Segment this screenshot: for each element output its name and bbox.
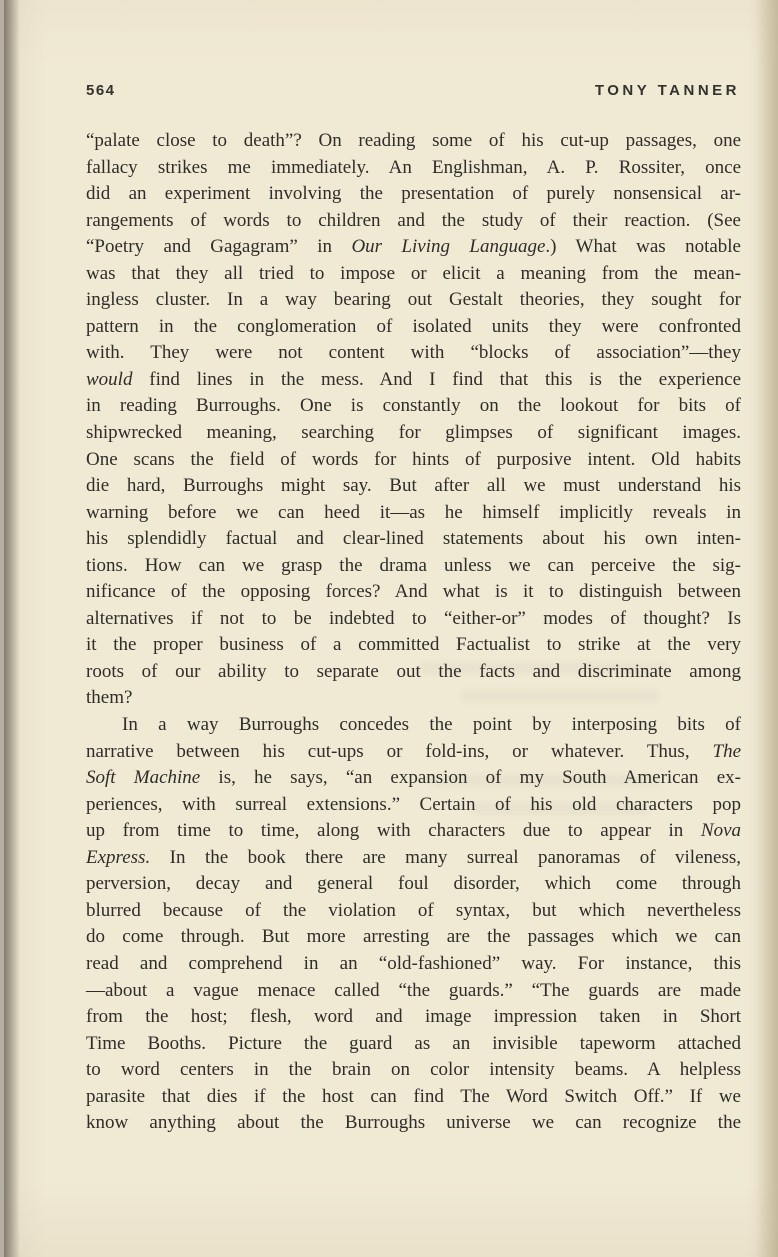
text-line: In a way Burroughs concedes the point by interposing bits of (122, 714, 741, 736)
text-line: from the host; flesh, word and image impression taken in Short (86, 1006, 741, 1028)
text-line: roots of our ability to separate out the facts and discriminate among (86, 660, 741, 682)
paragraph (86, 128, 741, 712)
text-line: with. They were not content with “blocks of association”—they (86, 342, 741, 364)
running-head (86, 82, 740, 99)
text-line: shipwrecked meaning, searching for glimpses of significant images. (86, 422, 741, 444)
text-line: “palate close to death”? On reading some of his cut-up passages, one (86, 130, 741, 151)
text-line: Express. In the book there are many surreal panoramas of vileness, (86, 846, 741, 868)
text-line: pattern in the conglomeration of isolated units they were confronted (86, 315, 741, 337)
paragraph (86, 712, 741, 1137)
text-line: blurred because of the violation of syntax, but which nevertheless (86, 899, 741, 921)
text-line: die hard, Burroughs might say. But after all we must understand his (86, 475, 741, 497)
text-line: rangements of words to children and the study of their reaction. (See (86, 209, 741, 231)
text-line: nificance of the opposing forces? And what is it to distinguish between (86, 581, 741, 603)
page-edge-shadow-right (756, 0, 778, 1257)
text-line: ingless cluster. In a way bearing out Gestalt theories, they sought for (86, 289, 741, 311)
text-line: was that they all tried to impose or elicit a meaning from the mean- (86, 262, 741, 284)
text-line: do come through. But more arresting are the passages which we can (86, 926, 741, 948)
text-line: Time Booths. Picture the guard as an invisible tapeworm attached (86, 1032, 741, 1054)
text-line: narrative between his cut-ups or fold-ins, or whatever. Thus, The (86, 740, 741, 762)
author-running-header: TONY TANNER (594, 82, 740, 99)
text-line: did an experiment involving the presentation of purely nonsensical ar- (86, 183, 741, 205)
text-line: periences, with surreal extensions.” Certain of his old characters pop (86, 793, 741, 815)
page-number: 564 (86, 82, 116, 99)
text-line: parasite that dies if the host can find The Word Switch Off.” If we (86, 1085, 741, 1107)
text-line: know anything about the Burroughs universe we can recognize the (86, 1112, 741, 1134)
text-line: his splendidly factual and clear-lined statements about his own inten- (86, 528, 741, 550)
text-line: to word centers in the brain on color intensity beams. A helpless (86, 1059, 741, 1081)
text-line: it the proper business of a committed Factualist to strike at the very (86, 634, 741, 656)
text-block (86, 128, 741, 1137)
text-line: up from time to time, along with characters due to appear in Nova (86, 820, 741, 842)
text-line: them? (86, 687, 133, 709)
text-line: in reading Burroughs. One is constantly on the lookout for bits of (86, 395, 741, 417)
text-line: Soft Machine is, he says, “an expansion of my South American ex- (86, 767, 741, 789)
text-line: warning before we can heed it—as he himself implicitly reveals in (86, 501, 741, 523)
text-line: alternatives if not to be indebted to “either-or” modes of thought? Is (86, 607, 741, 629)
text-line: would find lines in the mess. And I find that this is the experience (86, 368, 741, 390)
text-line: fallacy strikes me immediately. An Englishman, A. P. Rossiter, once (86, 156, 741, 178)
text-line: tions. How can we grasp the drama unless we can perceive the sig- (86, 554, 741, 576)
text-line: “Poetry and Gagagram” in Our Living Language.) What was notable (86, 236, 741, 258)
text-line: —about a vague menace called “the guards.” “The guards are made (86, 979, 741, 1001)
text-line: read and comprehend in an “old-fashioned” way. For instance, this (86, 952, 741, 974)
text-line: perversion, decay and general foul disorder, which come through (86, 873, 741, 895)
gutter-shadow (4, 0, 20, 1257)
text-line: One scans the field of words for hints of purposive intent. Old habits (86, 448, 741, 470)
